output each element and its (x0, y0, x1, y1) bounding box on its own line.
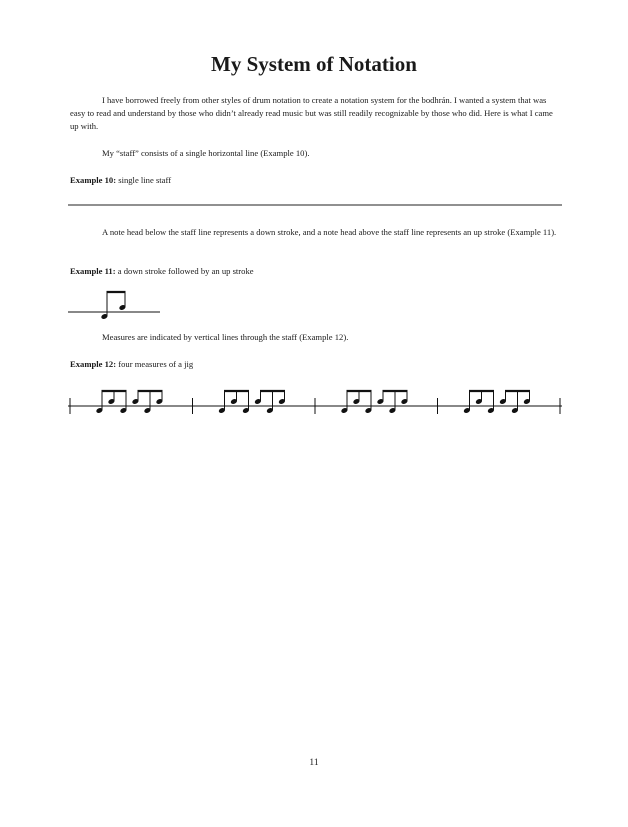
noteheads-text: A note head below the staff line represents a down stroke, and a note head above the staff line represents an up stroke (Example 11). (102, 227, 557, 237)
staff-text: My “staff” consists of a single horizontal line (Example 10). (102, 148, 310, 158)
example-11-heading: Example 11: (70, 266, 116, 276)
staff-paragraph (70, 147, 562, 160)
example-12-caption: four measures of a jig (118, 359, 194, 369)
example-10-heading: Example 10: (70, 175, 117, 185)
example-12-heading: Example 12: (70, 359, 117, 369)
intro-paragraph (70, 94, 562, 133)
example-11-notation (0, 284, 628, 324)
example-11-label (70, 266, 254, 276)
example-10-caption: single line staff (118, 175, 172, 185)
example-12-label (70, 359, 193, 369)
page-number: 11 (309, 758, 319, 768)
example-10-label (70, 175, 171, 185)
noteheads-paragraph (70, 226, 562, 239)
example-11-caption: a down stroke followed by an up stroke (117, 266, 254, 276)
measures-text: Measures are indicated by vertical lines through the staff (Example 12). (102, 332, 349, 342)
measures-paragraph (70, 331, 562, 344)
example-10-staff (0, 198, 628, 210)
page-title: My System of Notation (211, 52, 417, 76)
intro-text: I have borrowed freely from other styles of drum notation to create a notation system for the bodhrán. I wanted a system that was easy to read and understand by those who didn’t already read music but was still readily recognizable by those who did. Here is what I came up with. (70, 95, 553, 131)
example-12-notation (0, 380, 628, 424)
